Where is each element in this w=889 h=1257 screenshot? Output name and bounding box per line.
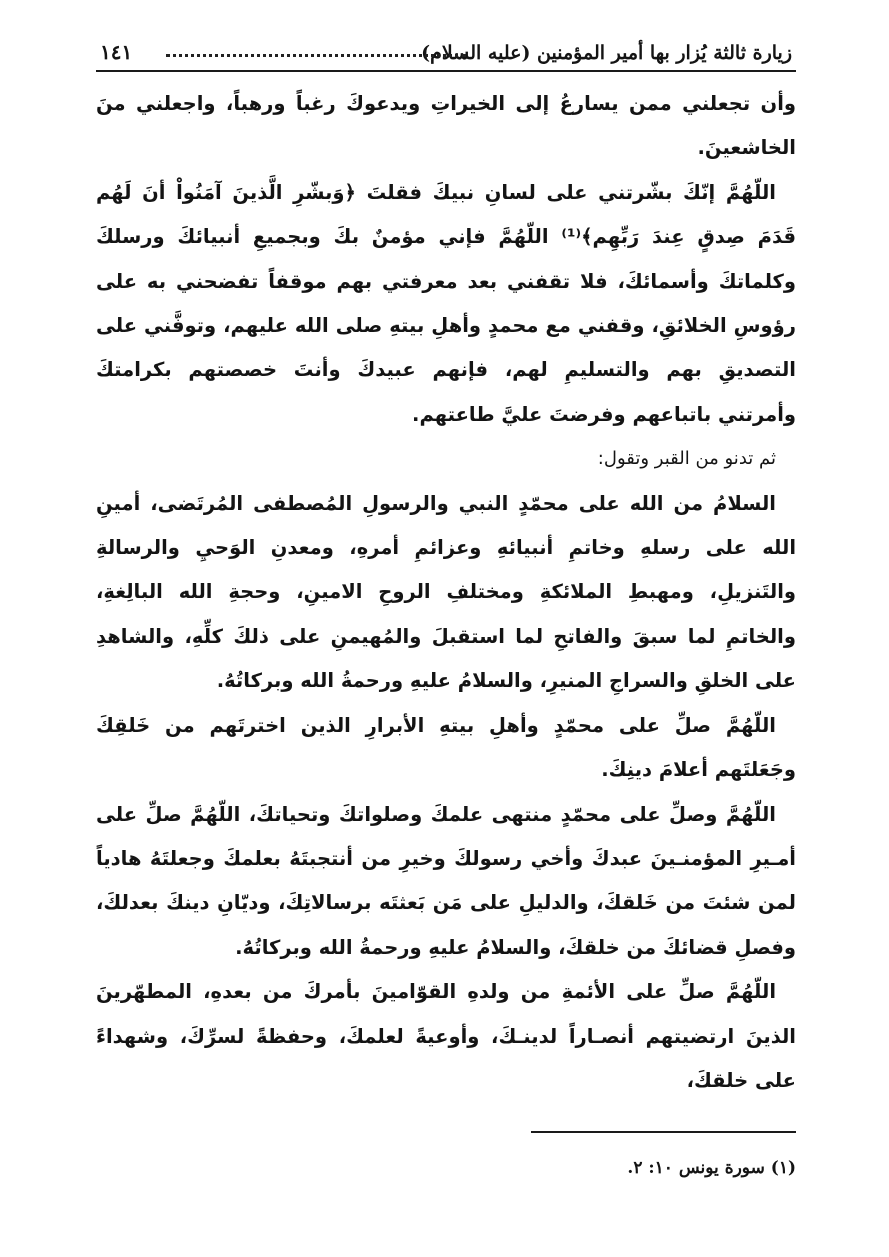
footnote: (١) سورة يونس ١٠: ٢. <box>627 1158 796 1178</box>
paragraph-4: اللّهُمَّ صلِّ على محمّدٍ وأهلِ بيتهِ الأبرارِ الذين اخترتَهم من خَلقِكَ وجَعَلتَهم أعلامَ دينِكَ. <box>96 713 796 782</box>
paragraph-2: اللّهُمَّ إنّكَ بشّرتني على لسانِ نبيكَ فقلتَ ﴿وَبشّرِ الَّذينَ آمَنُواْ أنَ لَهُم قَدَمَ صِدقٍ عِندَ رَبِّهِم﴾⁽¹⁾ اللّهُمَّ فإني مؤمنٌ بكَ وبجميعِ أنبيائكَ ورسلكَ وكلماتكَ وأسمائكَ، فلا تقفني بعد معرفتي بهم موقفاً تفضحني به على رؤوسِ الخلائقِ، وقفني مع محمدٍ وأهلِ بيتهِ صلى الله عليهم، وتوفَّني على التصديقِ بهم والتسليمِ لهم، فإنهم عبيدكَ وأنتَ خصصتهم بكرامتكَ وأمرتني باتباعهم وفرضتَ عليَّ طاعتهم. <box>96 180 796 426</box>
running-header <box>96 30 796 72</box>
paragraph-5: اللّهُمَّ وصلِّ على محمّدٍ منتهى علمكَ وصلواتكَ وتحياتكَ، اللّهُمَّ صلِّ على أمـيرِ المؤمنـينَ عبدكَ وأخي رسولكَ وخيرِ من أنتجبتَهُ بعلمكَ وجعلتَهُ هادياً لمن شئتَ من خَلقكَ، والدليلِ على مَن بَعثتَه برسالاتِكَ، وديّانِ دينكَ بعدلكَ، وفصلِ قضائكَ من خلقكَ، والسلامُ عليهِ ورحمةُ الله وبركاتُهُ. <box>96 802 796 959</box>
paragraph-1: وأن تجعلني ممن يسارعُ إلى الخيراتِ ويدعوكَ رغباً ورهباً، واجعلني منَ الخاشعينَ. <box>96 92 796 160</box>
paragraph-6: اللّهُمَّ صلِّ على الأئمةِ من ولدهِ القوّامينَ بأمركَ من بعدهِ، المطهّرينَ الذينَ ارتضيتهم أنصـاراً لدينـكَ، وأوعيةً لعلمكَ، وحفظةً لسرِّكَ، وشهداءً على خلقكَ، <box>96 980 796 1092</box>
instruction-line: ثم تدنو من القبر وتقول: <box>597 448 776 470</box>
header-dot-leader <box>166 54 466 57</box>
page-number: ١٤١ <box>100 40 133 64</box>
header-title: زيارة ثالثة يُزار بها أمير المؤمنين (عليه السلام) <box>421 42 792 64</box>
footnote-divider <box>531 1131 796 1133</box>
paragraph-3: السلامُ من الله على محمّدٍ النبي والرسولِ المُصطفى المُرتَضى، أمينِ الله على رسلهِ وخاتمِ أنبيائهِ وعزائمِ أمرهِ، ومعدنِ الوَحيِ والرسالةِ والتَنزيلِ، ومهبطِ الملائكةِ ومختلفِ الروحِ الامينِ، وحجةِ الله البالِغةِ، والخاتمِ لما سبقَ والفاتحِ لما استقبلَ والمُهيمنِ على ذلكَ كلِّهِ، والشاهدِ على الخلقِ والسراجِ المنيرِ، والسلامُ عليهِ ورحمةُ الله وبركاتُهُ. <box>96 491 796 693</box>
book-page <box>96 30 796 1178</box>
page-body <box>96 82 796 1103</box>
